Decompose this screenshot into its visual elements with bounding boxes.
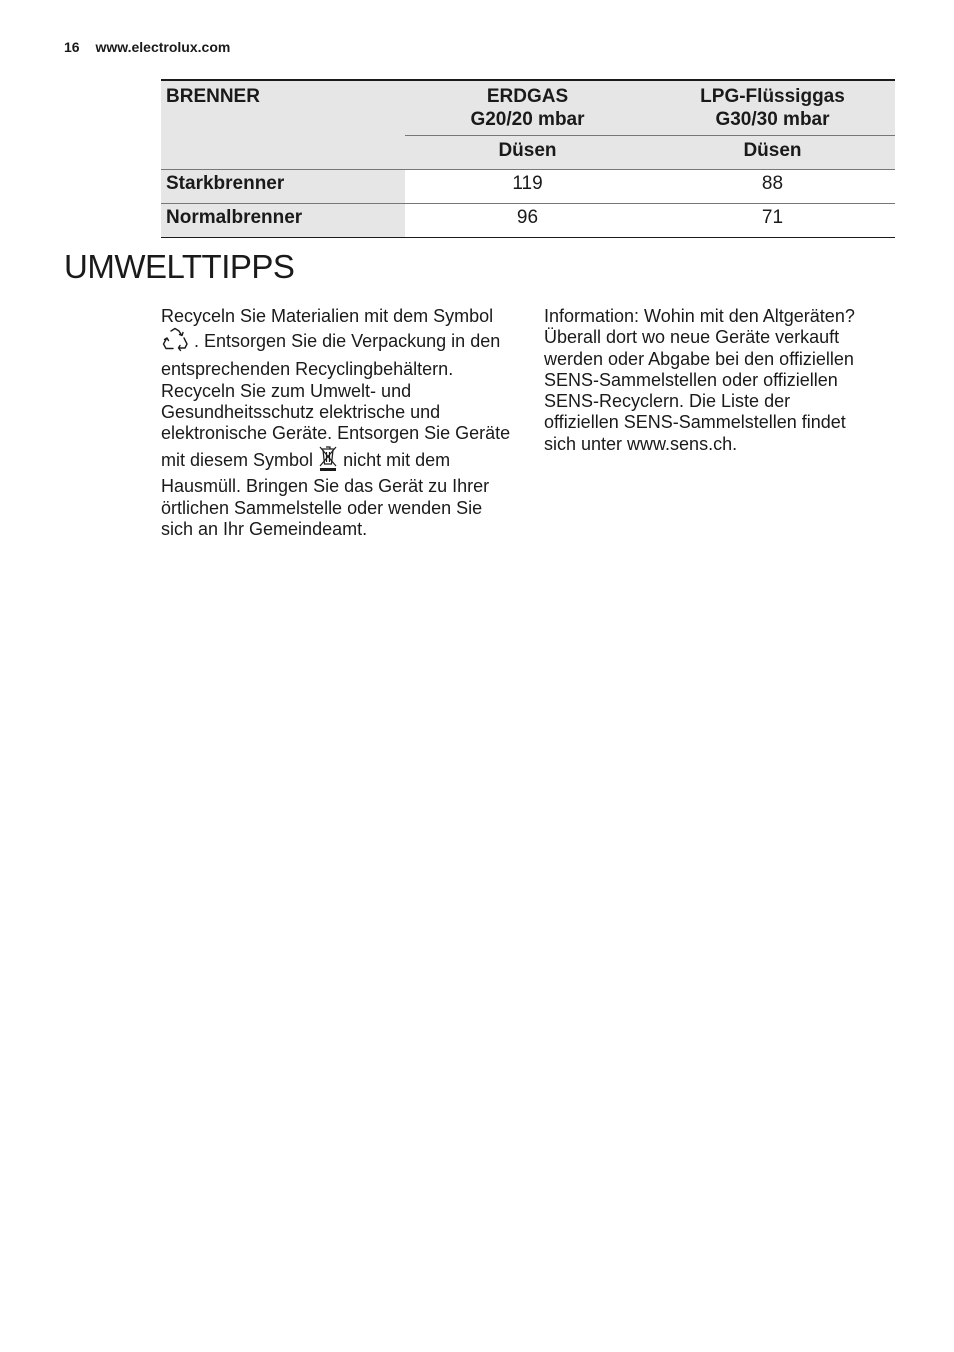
text-line: Hausmüll. Bringen Sie das Gerät zu Ihrer (161, 476, 490, 497)
text-line: elektronische Geräte. Entsorgen Sie Geräte (161, 423, 511, 444)
header-lpg (650, 80, 895, 135)
subheader-natural-gas: Düsen (405, 135, 650, 169)
section-title: UMWELTTIPPS (64, 248, 295, 285)
environment-tips-left-column (161, 306, 521, 540)
text-line: Recyceln Sie Materialien mit dem Symbol (161, 306, 494, 326)
text-line-with-icon (161, 327, 521, 359)
text-line: örtlichen Sammelstelle oder wenden Sie (161, 497, 483, 518)
table-subheader-row (161, 135, 895, 169)
text-line: SENS-Sammelstellen oder offiziellen (544, 369, 838, 390)
text-line: Recyceln Sie zum Umwelt- und (161, 380, 412, 401)
text-after-bin-icon: nicht mit dem (343, 450, 451, 471)
text-line: offiziellen SENS-Sammelstellen findet (544, 412, 846, 433)
header-natural-gas-line2: G20/20 mbar (470, 109, 585, 130)
text-line: SENS-Recyclern. Die Liste der (544, 391, 791, 412)
text-line: entsprechenden Recyclingbehältern. (161, 359, 454, 380)
burner-name: Normalbrenner (161, 203, 405, 237)
text-after-recycle-icon: . Entsorgen Sie die Verpackung in den (194, 331, 501, 352)
lpg-value: 88 (650, 169, 895, 203)
burner-nozzle-table (161, 79, 895, 238)
text-line: werden oder Abgabe bei den offiziellen (544, 348, 854, 369)
header-natural-gas-line1: ERDGAS (486, 86, 569, 107)
text-line: Information: Wohin mit den Altgeräten? (544, 306, 855, 326)
header-lpg-line1: LPG-Flüssiggas (700, 86, 845, 107)
table-row (161, 203, 895, 237)
lpg-value: 71 (650, 203, 895, 237)
header-natural-gas (405, 80, 650, 135)
text-line: Überall dort wo neue Geräte verkauft (544, 327, 840, 348)
text-line: sich unter www.sens.ch. (544, 433, 738, 454)
table-header-row (161, 80, 895, 135)
text-line-with-icon (161, 444, 521, 476)
table-row (161, 169, 895, 203)
natural-gas-value: 96 (405, 203, 650, 237)
natural-gas-value: 119 (405, 169, 650, 203)
website-url: www.electrolux.com (95, 39, 231, 55)
header-burner: BRENNER (161, 80, 405, 135)
burner-name: Starkbrenner (161, 169, 405, 203)
subheader-empty (161, 135, 405, 169)
subheader-lpg: Düsen (650, 135, 895, 169)
header-lpg-line2: G30/30 mbar (715, 109, 830, 130)
text-line: Gesundheitsschutz elektrische und (161, 401, 441, 422)
page-number: 16 (64, 39, 80, 55)
text-line: sich an Ihr Gemeindeamt. (161, 519, 368, 540)
page-header (64, 39, 230, 55)
recycle-icon (161, 327, 189, 361)
crossed-out-bin-icon (318, 444, 338, 480)
text-before-bin-icon: mit diesem Symbol (161, 450, 314, 471)
environment-tips-right-column (544, 306, 874, 455)
